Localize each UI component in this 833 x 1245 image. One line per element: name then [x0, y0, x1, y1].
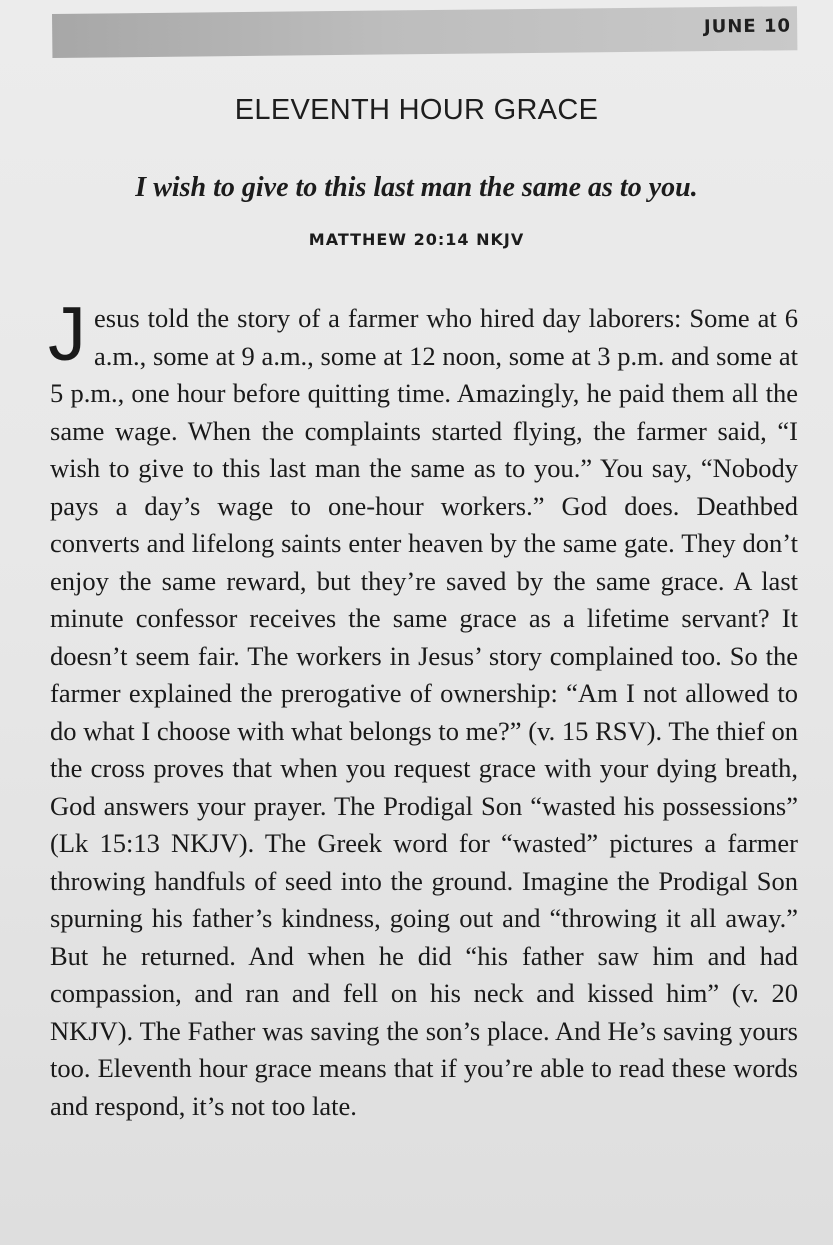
bleed-through-shadow — [70, 1208, 830, 1234]
scripture-reference: MATTHEW 20:14 NKJV — [308, 230, 525, 249]
date-header-bar — [52, 6, 797, 58]
scripture-quote: I wish to give to this last man the same as to you. — [135, 172, 698, 203]
devotional-body — [48, 292, 798, 1125]
devotional-title: ELEVENTH HOUR GRACE — [234, 94, 599, 126]
body-paragraph: esus told the story of a farmer who hired day laborers: Some at 6 a.m., some at 9 a.m., some at 12 noon, some at 3 p.m. and some at 5 p.m., one hour before quitting time. Amazingly, he paid them all the same wage. When the complaints started flying, the farmer said, “I wish to give to this last man the same as to you.” You say, “Nobody pays a day’s wage to one-hour workers.” God does. Deathbed converts and lifelong saints enter heaven by the same gate. They don’t enjoy the same reward, but they’re saved by the same grace. A last minute confessor receives the same grace as a lifetime servant? It doesn’t seem fair. The workers in Jesus’ story complained too. So the farmer explained the prerogative of ownership: “Am I not allowed to do what I choose with what belongs to me?” (v. 15 RSV). The thief on the cross proves that when you request grace with your dying breath, God answers your prayer. The Prodigal Son “wasted his possessions” (Lk 15:13 NKJV). The Greek word for “wasted” pictures a farmer throwing handfuls of seed into the ground. Imagine the Prodigal Son spurning his father’s kindness, going out and “throwing it all away.” But he returned. And when he did “his father saw him and had compassion, and ran and fell on his neck and kissed him” (v. 20 NKJV). The Father was saving the son’s place. And He’s saving yours too. Eleventh hour grace means that if you’re able to read these words and respond, it’s not too late. — [50, 303, 798, 1121]
drop-cap-letter: J — [48, 292, 86, 377]
date-label: JUNE 10 — [703, 15, 792, 38]
